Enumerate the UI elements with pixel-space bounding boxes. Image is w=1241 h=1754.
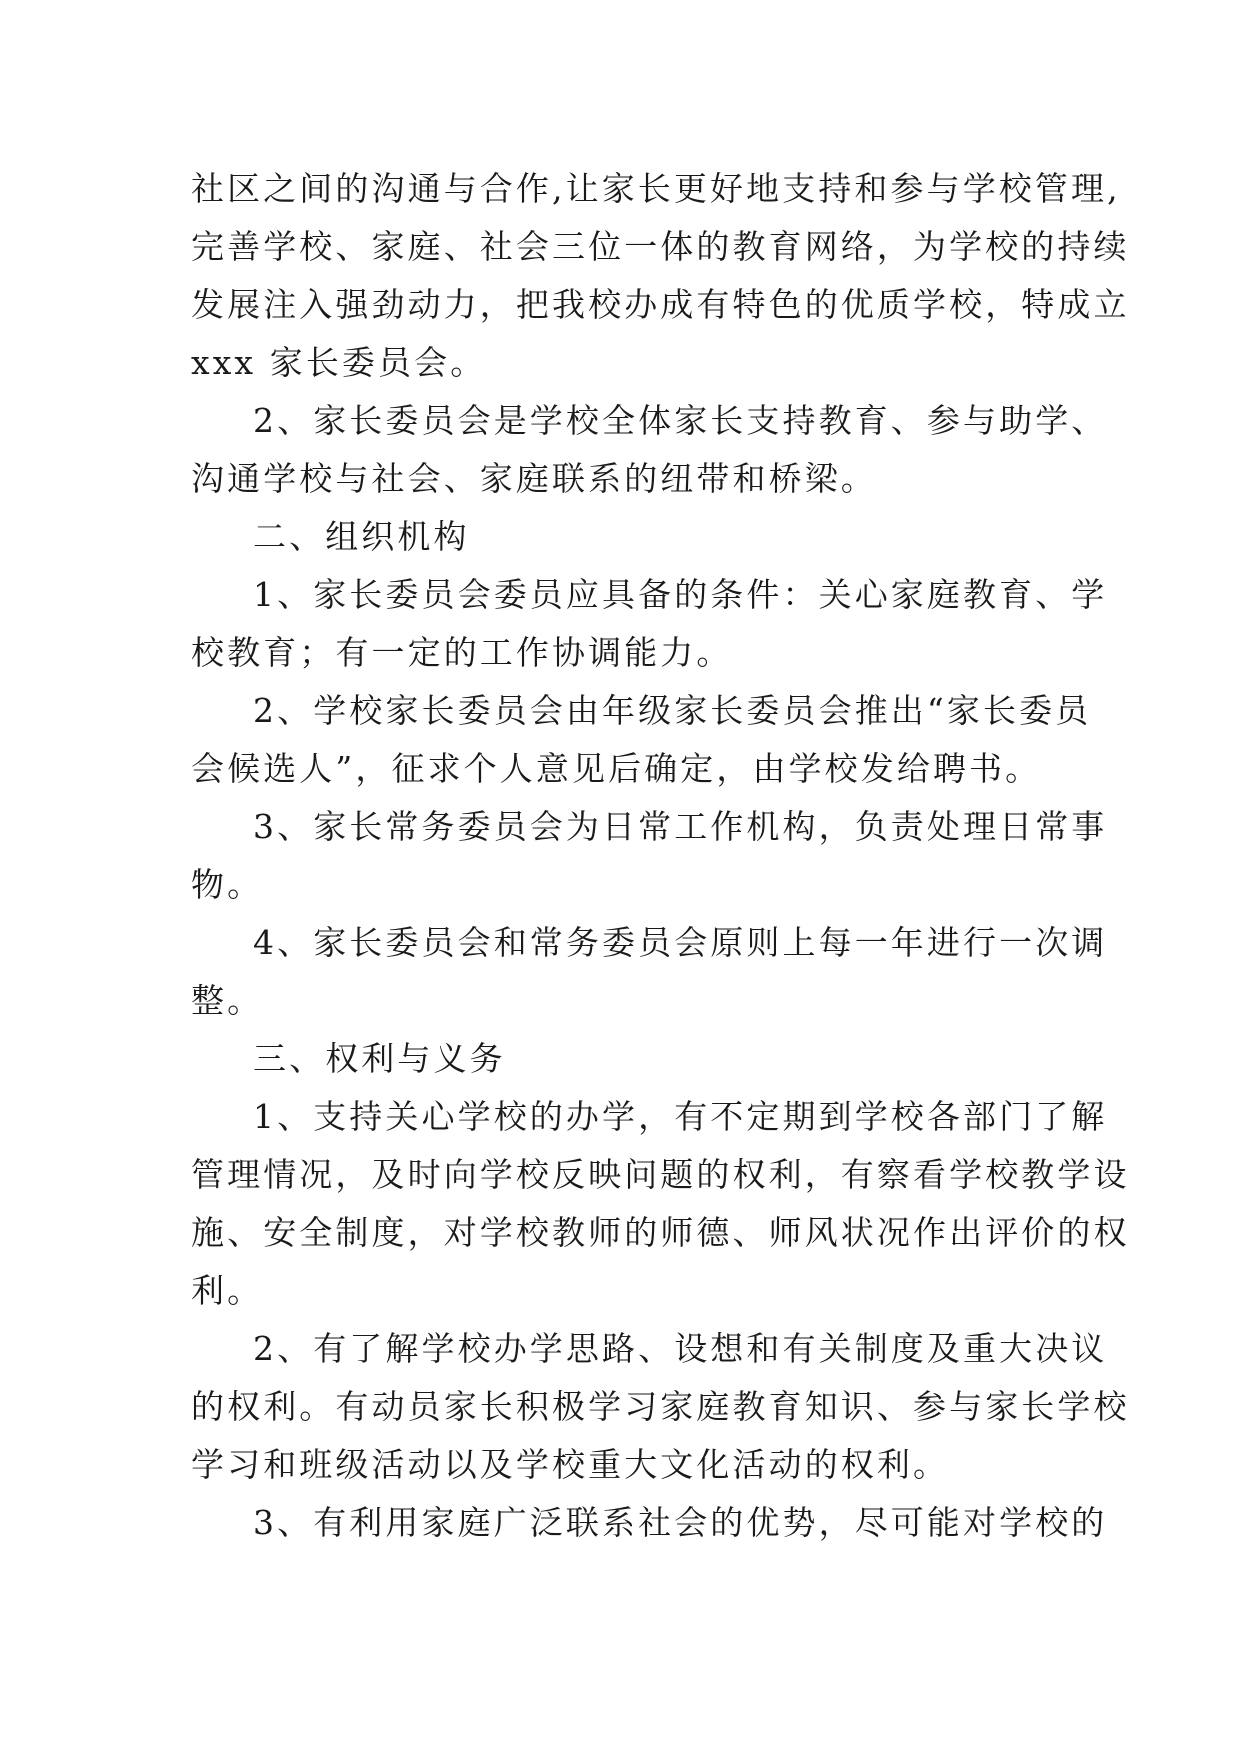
paragraph-start: 2、学校家长委员会由年级家长委员会推出“家长委员 (253, 691, 1092, 730)
text-line: xxx 家长委员会。 (191, 343, 487, 382)
paragraph-start: 2、家长委员会是学校全体家长支持教育、参与助学、 (253, 401, 1108, 440)
paragraph-start: 1、家长委员会委员应具备的条件：关心家庭教育、学 (253, 575, 1108, 614)
text-line: 校教育；有一定的工作协调能力。 (191, 633, 733, 672)
text-line: 利。 (191, 1271, 264, 1310)
section-heading: 三、权利与义务 (253, 1039, 506, 1078)
text-line: 的权利。有动员家长积极学习家庭教育知识、参与家长学校 (191, 1387, 1130, 1426)
paragraph-start: 3、家长常务委员会为日常工作机构，负责处理日常事 (253, 807, 1108, 846)
text-line: 整。 (191, 981, 264, 1020)
paragraph-start: 2、有了解学校办学思路、设想和有关制度及重大决议 (253, 1329, 1108, 1368)
text-line: 沟通学校与社会、家庭联系的纽带和桥梁。 (191, 459, 877, 498)
section-heading: 二、组织机构 (253, 517, 470, 556)
text-line: 会候选人”，征求个人意见后确定，由学校发给聘书。 (191, 749, 1042, 788)
text-line: 完善学校、家庭、社会三位一体的教育网络，为学校的持续 (191, 227, 1130, 266)
paragraph-start: 4、家长委员会和常务委员会原则上每一年进行一次调 (253, 923, 1108, 962)
text-line: 施、安全制度，对学校教师的师德、师风状况作出评价的权 (191, 1213, 1130, 1252)
text-line: 管理情况，及时向学校反映问题的权利，有察看学校教学设 (191, 1155, 1130, 1194)
paragraph-start: 3、有利用家庭广泛联系社会的优势，尽可能对学校的 (253, 1503, 1108, 1542)
document-body (191, 160, 1130, 1552)
text-line: 社区之间的沟通与合作,让家长更好地支持和参与学校管理, (191, 169, 1121, 208)
text-line: 发展注入强劲动力，把我校办成有特色的优质学校，特成立 (191, 285, 1130, 324)
text-line: 学习和班级活动以及学校重大文化活动的权利。 (191, 1445, 950, 1484)
text-line: 物。 (191, 865, 264, 904)
paragraph-start: 1、支持关心学校的办学，有不定期到学校各部门了解 (253, 1097, 1108, 1136)
